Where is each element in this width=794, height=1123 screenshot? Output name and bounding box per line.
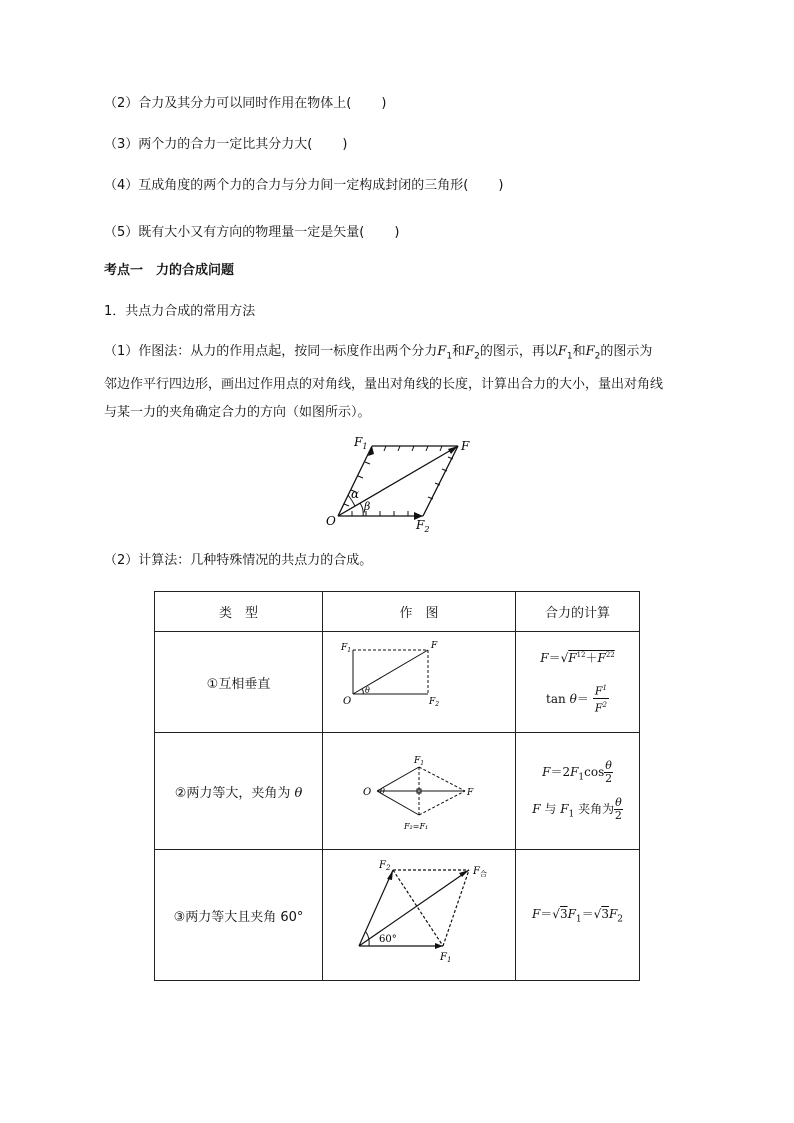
dashed-right xyxy=(443,870,469,946)
method1-paragraph xyxy=(104,338,704,427)
fraction xyxy=(604,760,613,785)
sqrt: 3 xyxy=(601,907,609,922)
numerator: θ xyxy=(605,759,612,772)
label-F1: $F_1$ xyxy=(440,952,452,964)
fraction xyxy=(614,797,623,822)
label-F1: $F_1$ xyxy=(414,756,425,767)
label-F2: $F_2$ xyxy=(429,697,440,708)
table-header-row xyxy=(155,592,640,632)
label-O: O xyxy=(363,787,372,798)
subscript: 2 xyxy=(594,351,601,362)
row1-calc xyxy=(516,632,640,733)
dashed-lower xyxy=(419,791,465,815)
sym: F xyxy=(567,907,576,922)
tick xyxy=(412,446,414,451)
row3-calc: $F=√3F_1=√3F_2$ xyxy=(516,850,640,981)
subscript: 2 xyxy=(474,351,480,362)
dashed-upper xyxy=(419,767,465,791)
sym: F xyxy=(531,907,541,922)
label-F2-eq-F1: F₂=F₁ xyxy=(404,822,429,831)
label-F: F xyxy=(467,788,474,798)
label-F: F xyxy=(461,439,470,453)
method2-text: （2）计算法：几种特殊情况的共点力的合成。 xyxy=(104,553,373,568)
sym-theta: θ xyxy=(294,785,303,801)
symbol-F1: F xyxy=(437,344,447,359)
tick xyxy=(344,504,349,506)
row2-formula2 xyxy=(516,797,639,822)
symbol-F2: F xyxy=(465,344,475,359)
tick xyxy=(440,446,442,451)
text: $F=2F_1\cos$ xyxy=(542,764,605,783)
fraction xyxy=(593,682,609,714)
question-4 xyxy=(104,177,503,195)
theta-arc xyxy=(362,689,363,694)
tick xyxy=(398,446,400,451)
equal-forces-diagram xyxy=(323,733,515,845)
table-row xyxy=(155,632,640,733)
section-title: 考点一 力的合成问题 xyxy=(104,263,235,278)
label-O: O xyxy=(343,696,352,707)
row1-formula1: $F=√F^{12}+F^{22}$ xyxy=(540,651,615,666)
parallelogram-figure xyxy=(318,432,478,532)
label-O: O xyxy=(326,514,336,528)
angle-arc-beta xyxy=(360,503,363,516)
method1-line3: 与某一力的夹角确定合力的方向（如图所示）。 xyxy=(104,404,371,420)
numerator: θ xyxy=(615,796,622,809)
row2-calc xyxy=(516,733,640,850)
arrowhead-F1 xyxy=(435,943,443,949)
text: 的图示，再以 xyxy=(479,344,558,359)
table-row xyxy=(155,733,640,850)
synthesis-table xyxy=(154,591,640,981)
question-number: （4） xyxy=(104,178,139,193)
label-F-he: $F_合$ xyxy=(473,866,487,878)
text: 从力的作用点起，按同一标度作出两个分力 xyxy=(190,344,438,359)
question-number: （3） xyxy=(104,137,139,152)
label-F2: $F_2$ xyxy=(416,518,430,532)
question-text: 互成角度的两个力的合力与分力间一定构成封闭的三角形( xyxy=(138,178,469,193)
label-beta: β xyxy=(364,500,371,513)
label-F1: $F_1$ xyxy=(341,643,352,654)
sym: F xyxy=(597,651,606,666)
dashed-diagonal xyxy=(393,870,443,946)
row3-type: ③两力等大且夹角 60° xyxy=(155,850,323,981)
sym: F xyxy=(568,651,577,666)
header-calc: 合力的计算 xyxy=(516,592,640,632)
subscript: 1 xyxy=(446,351,453,362)
numerator: $F^1$ xyxy=(594,684,607,698)
label-theta: θ xyxy=(380,787,385,796)
question-text: 既有大小又有方向的物理量一定是矢量( xyxy=(138,225,365,240)
paren-close: ) xyxy=(381,96,387,111)
text: F 与 $F_1$ 夹角为 xyxy=(532,801,615,820)
question-2 xyxy=(104,95,386,113)
row2-type: ②两力等大，夹角为 θ xyxy=(155,733,323,850)
denominator: $F^2$ xyxy=(594,701,607,715)
row2-formula1 xyxy=(516,760,639,785)
denominator: 2 xyxy=(614,809,622,822)
question-number: （5） xyxy=(104,225,139,240)
header-figure: 作 图 xyxy=(323,592,516,632)
row2-figure xyxy=(323,733,516,850)
method1-line1 xyxy=(104,338,704,371)
symbol-F2: F xyxy=(585,344,595,359)
label-theta: θ xyxy=(365,686,370,695)
row1-type: ①互相垂直 xyxy=(155,632,323,733)
sym: F xyxy=(540,651,549,666)
sqrt: 3 xyxy=(559,907,568,922)
subscript: 1 xyxy=(566,351,573,362)
text: 和 xyxy=(452,344,466,359)
label-F1: $F_1$ xyxy=(354,435,368,451)
question-5 xyxy=(104,224,399,242)
question-number: （2） xyxy=(104,96,139,111)
row1-figure xyxy=(323,632,516,733)
header-type: 类 型 xyxy=(155,592,323,632)
angle-arc xyxy=(366,932,369,946)
label-60deg: 60° xyxy=(379,934,397,945)
tan-label: tan θ＝ xyxy=(546,692,589,706)
tick xyxy=(358,476,363,478)
subsection-title: 1．共点力合成的常用方法 xyxy=(104,304,256,319)
sqrt-content: $F^{12}+F^{22}$ xyxy=(568,651,615,666)
perpendicular-diagram xyxy=(323,632,515,728)
paren-close: ) xyxy=(498,178,504,193)
label-F: F xyxy=(431,641,438,651)
tick xyxy=(365,462,370,464)
text: 和 xyxy=(572,344,586,359)
method1-line2: 邻边作平行四边形，画出过作用点的对角线，量出对角线的长度，计算出合力的大小，量出对角线 xyxy=(104,376,664,392)
tick xyxy=(384,446,386,451)
paren-close: ) xyxy=(394,225,400,240)
tick xyxy=(426,446,428,451)
symbol-F1: F xyxy=(557,344,567,359)
table-row xyxy=(155,850,640,981)
label-alpha: α xyxy=(351,487,360,501)
method1-label: （1）作图法： xyxy=(104,344,191,359)
sym: F xyxy=(608,907,618,922)
text: 的图示为 xyxy=(600,344,653,359)
question-text: 两个力的合力一定比其分力大( xyxy=(138,137,313,152)
label-F2: $F_2$ xyxy=(379,860,391,872)
question-text: 合力及其分力可以同时作用在物体上( xyxy=(138,96,352,111)
sixty-degree-diagram xyxy=(323,850,515,976)
paren-close: ) xyxy=(342,137,348,152)
question-3 xyxy=(104,136,347,154)
row1-formula2 xyxy=(516,682,639,714)
denominator: 2 xyxy=(605,772,613,785)
row3-figure xyxy=(323,850,516,981)
